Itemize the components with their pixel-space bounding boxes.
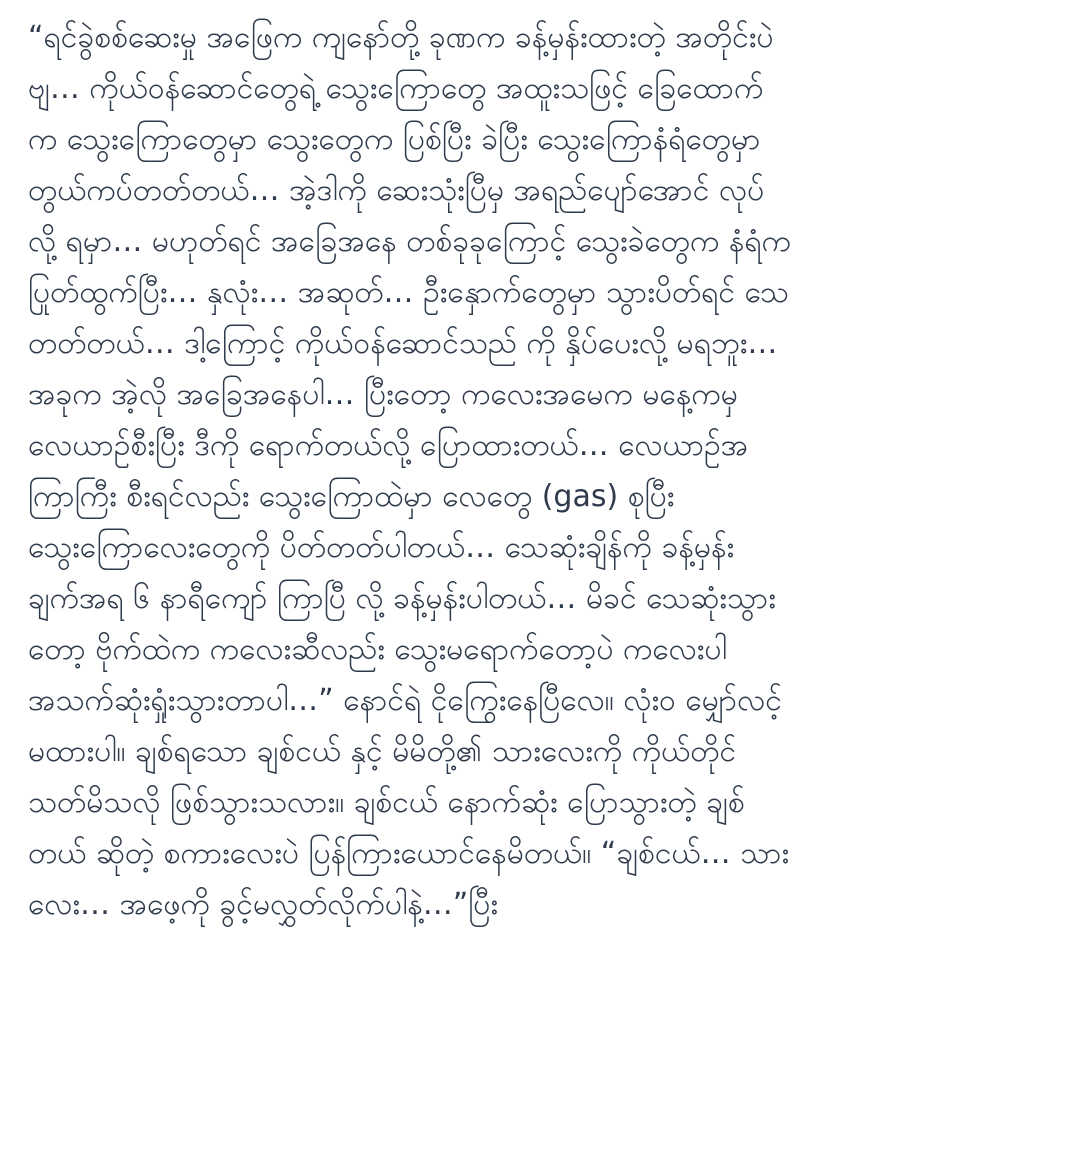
text-line: မထားပါ။ ချစ်ရသော ချစ်ငယ် နှင့် မိမိတို့၏ သားလေးကို ကိုယ်တိုင် (28, 734, 737, 769)
text-line: သွေးကြောလေးတွေကို ပိတ်တတ်ပါတယ်… သေဆုံးချိန်ကို ခန့်မှန်း (28, 530, 735, 565)
text-line: အသက်ဆုံးရှုံးသွားတာပါ…” နောင်ရဲ ငိုကြွေးနေပြီလေ။ လုံးဝ မျှော်လင့် (28, 683, 782, 718)
text-line: လေယာဉ်စီးပြီး ဒီကို ရောက်တယ်လို့ ပြောထားတယ်… လေယာဉ်အ (28, 428, 749, 463)
story-text (28, 12, 1058, 930)
text-line: တယ် ဆိုတဲ့ စကားလေးပဲ ပြန်ကြားယောင်နေမိတယ်။ “ချစ်ငယ်… သား (28, 836, 790, 871)
text-line: ချက်အရ ၆ နာရီကျော် ကြာပြီ လို့ ခန့်မှန်းပါတယ်… မိခင် သေဆုံးသွား (28, 581, 776, 616)
text-line: “ရင်ခွဲစစ်ဆေးမှု အဖြေက ကျနော်တို့ ခုဏက ခန့်မှန်းထားတဲ့ အတိုင်းပဲ (28, 20, 774, 55)
text-line: တွယ်ကပ်တတ်တယ်… အဲ့ဒါကို ဆေးသုံးပြီမှ အရည်ပျော်အောင် လုပ် (28, 173, 765, 208)
text-line: ဗျ… ကိုယ်ဝန်ဆောင်တွေရဲ့ သွေးကြောတွေ အထူးသဖြင့် ခြေထောက် (28, 71, 764, 106)
text-line: က သွေးကြောတွေမှာ သွေးတွေက ပြစ်ပြီး ခဲပြီး သွေးကြောနံရံတွေမှာ (28, 122, 761, 157)
text-line: တတ်တယ်… ဒါ့ကြောင့် ကိုယ်ဝန်ဆောင်သည် ကို နှိပ်ပေးလို့ မရဘူး… (28, 326, 778, 361)
text-line: ပြုတ်ထွက်ပြီး… နှလုံး… အဆုတ်… ဦးနှောက်တွေမှာ သွားပိတ်ရင် သေ (28, 275, 789, 310)
text-line: လို့ ရမှာ… မဟုတ်ရင် အခြေအနေ တစ်ခုခုကြောင့် သွေးခဲတွေက နံရံက (28, 224, 791, 259)
text-line: သတ်မိသလို ဖြစ်သွားသလား။ ချစ်ငယ် နောက်ဆုံး ပြောသွားတဲ့ ချစ် (28, 785, 745, 820)
text-line: အခုက အဲ့လို အခြေအနေပါ… ပြီးတော့ ကလေးအမေက မနေ့ကမှ (28, 377, 738, 412)
text-line: တော့ ဗိုက်ထဲက ကလေးဆီလည်း သွေးမရောက်တော့ပဲ ကလေးပါ (28, 632, 727, 667)
text-line: ကြာကြီး စီးရင်လည်း သွေးကြောထဲမှာ လေတွေ (gas) စုပြီး (28, 479, 675, 514)
text-line: လေး… အဖေ့ကို ခွင့်မလွှတ်လိုက်ပါနဲ့…”ပြီး (28, 887, 499, 922)
